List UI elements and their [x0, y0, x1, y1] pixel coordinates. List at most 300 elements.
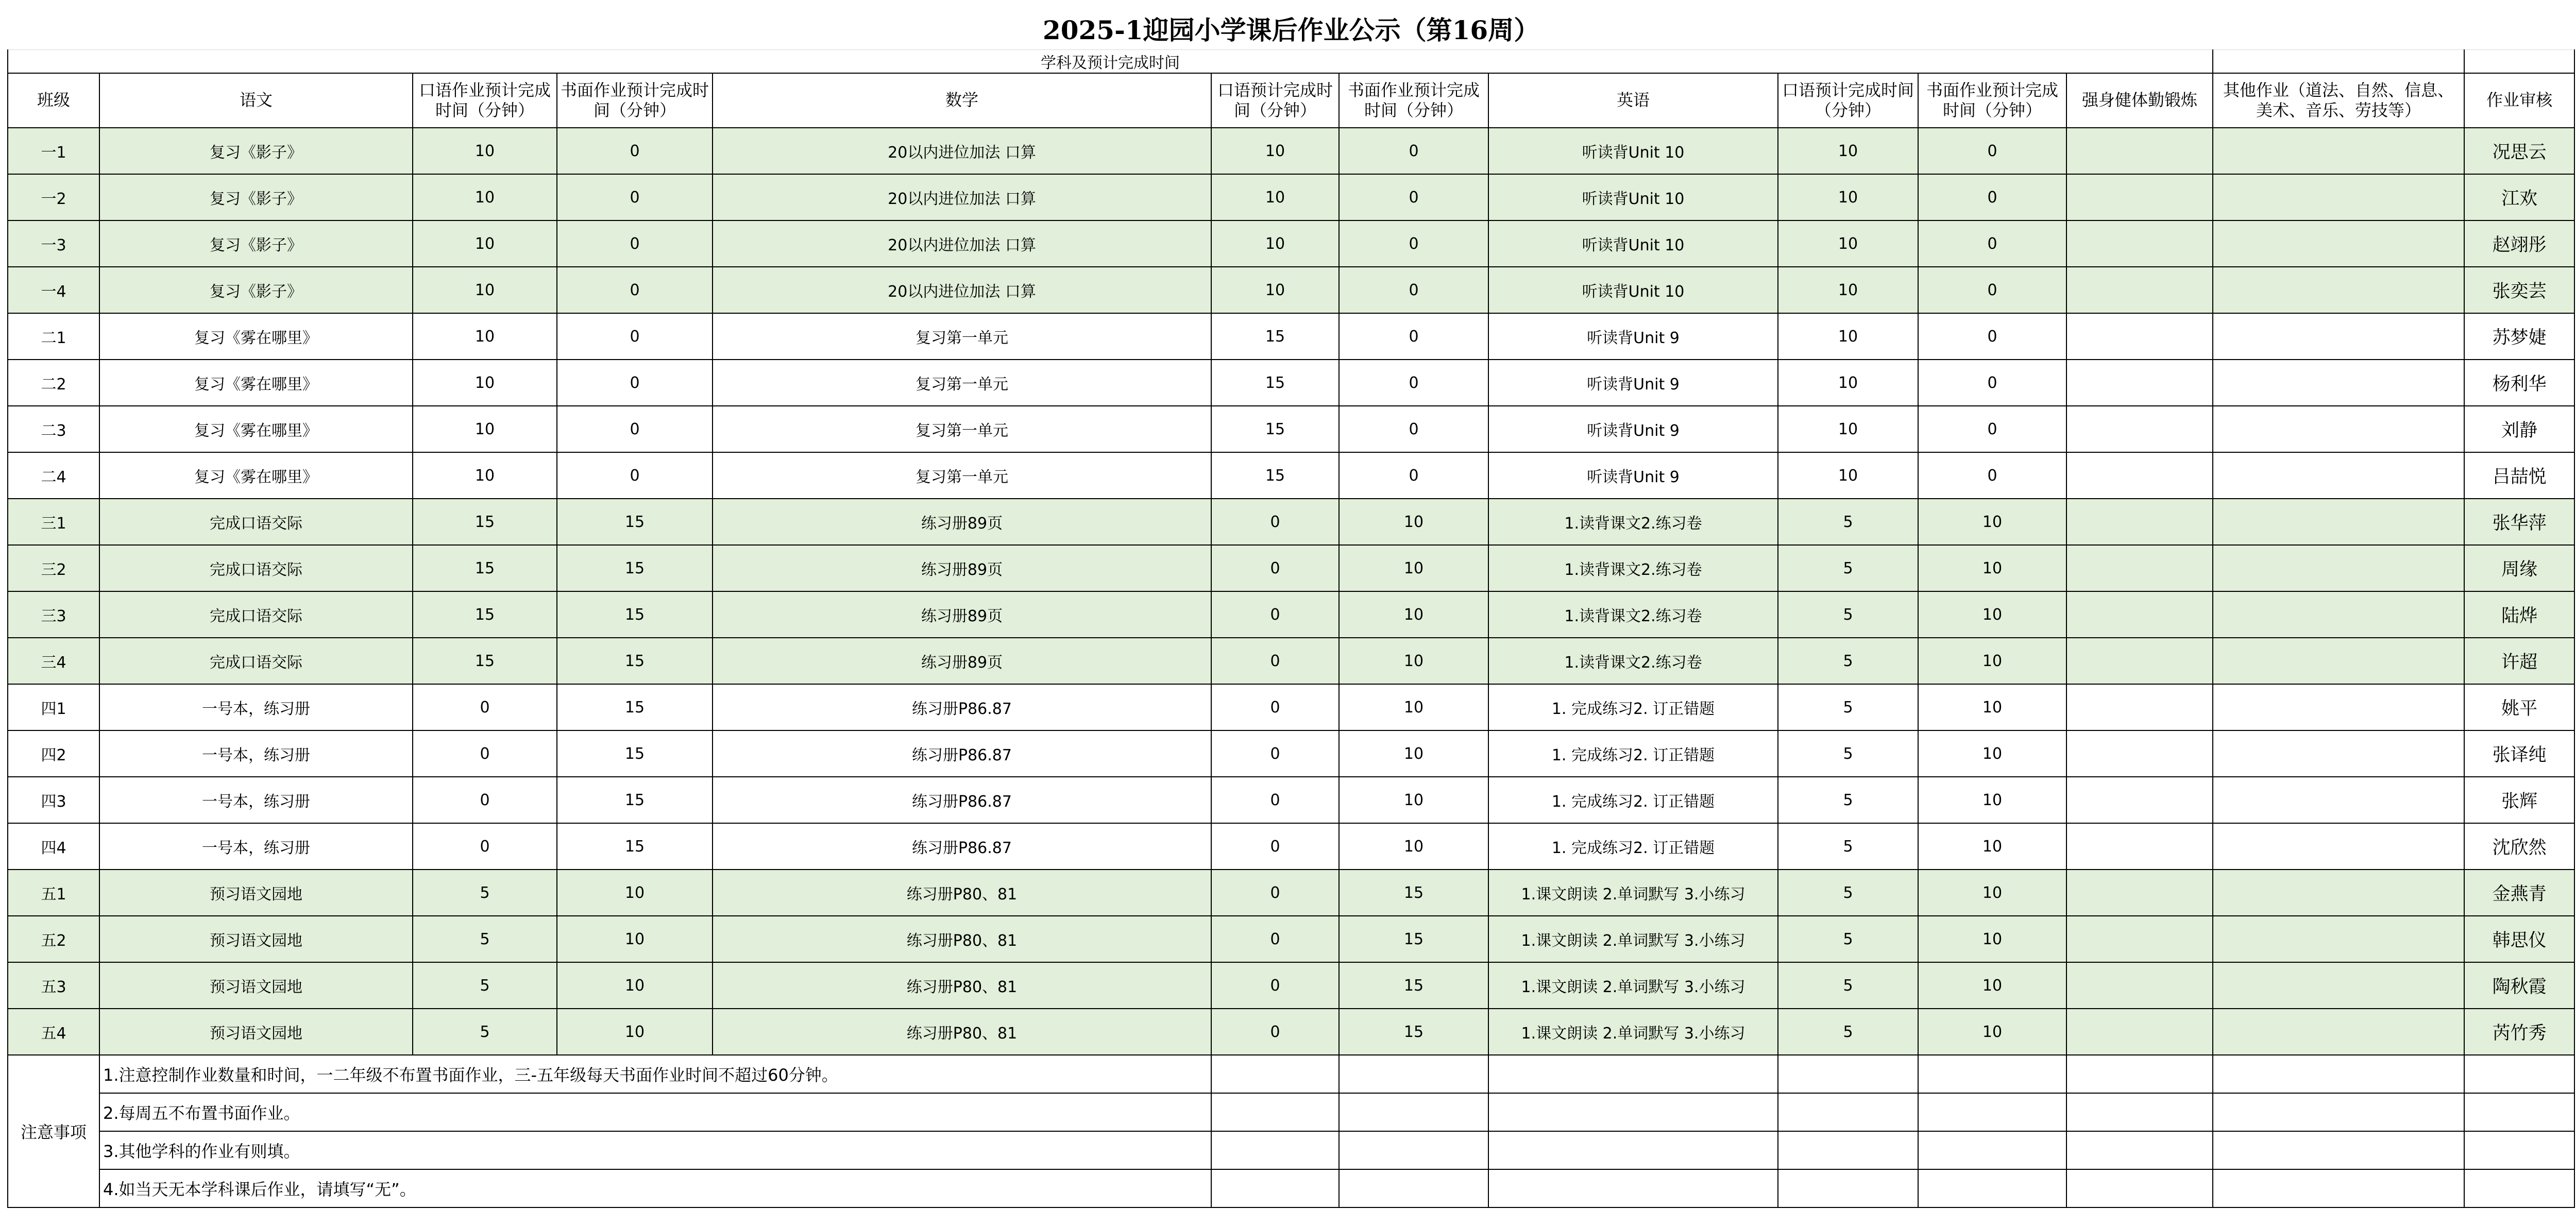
empty-cell	[1339, 1169, 1488, 1207]
cell-english-oral: 10	[1778, 267, 1918, 313]
empty-cell	[2464, 1093, 2574, 1131]
cell-english-oral: 10	[1778, 174, 1918, 220]
cell-reviewer: 吕喆悦	[2464, 452, 2574, 499]
cell-chinese-oral: 10	[413, 406, 557, 452]
cell-math: 复习第一单元	[713, 406, 1211, 452]
cell-math-oral: 0	[1211, 730, 1339, 777]
title-row	[8, 7, 2574, 50]
header-english-written-time: 书面作业预计完成时间（分钟）	[1918, 73, 2066, 128]
cell-exercise	[2066, 823, 2213, 870]
cell-math-written: 15	[1339, 962, 1488, 1009]
cell-english-oral: 10	[1778, 128, 1918, 174]
cell-math-written: 10	[1339, 777, 1488, 823]
cell-english-oral: 10	[1778, 220, 1918, 267]
cell-english-written: 0	[1918, 174, 2066, 220]
cell-reviewer: 况思云	[2464, 128, 2574, 174]
cell-chinese-oral: 10	[413, 267, 557, 313]
cell-class: 三1	[8, 499, 99, 545]
cell-math: 练习册89页	[713, 499, 1211, 545]
cell-chinese-oral: 5	[413, 962, 557, 1009]
cell-chinese: 预习语文园地	[99, 870, 413, 916]
table-row	[8, 406, 2574, 452]
empty-cell	[1339, 1131, 1488, 1169]
cell-other	[2213, 174, 2464, 220]
cell-chinese-written: 10	[557, 962, 713, 1009]
note-text: 1.注意控制作业数量和时间，一二年级不布置书面作业，三-五年级每天书面作业时间不超过60分钟。	[99, 1055, 1211, 1093]
homework-table	[7, 7, 2575, 1208]
empty-cell	[2464, 1055, 2574, 1093]
cell-chinese: 预习语文园地	[99, 1009, 413, 1055]
cell-other	[2213, 452, 2464, 499]
cell-math-oral: 15	[1211, 313, 1339, 360]
cell-exercise	[2066, 452, 2213, 499]
cell-reviewer: 芮竹秀	[2464, 1009, 2574, 1055]
cell-english-oral: 10	[1778, 360, 1918, 406]
empty-cell	[1778, 1131, 1918, 1169]
empty-cell	[2213, 50, 2464, 74]
cell-english: 1.读背课文2.练习卷	[1488, 545, 1778, 591]
cell-math-written: 0	[1339, 220, 1488, 267]
empty-cell	[2464, 50, 2574, 74]
cell-math-oral: 0	[1211, 823, 1339, 870]
cell-exercise	[2066, 267, 2213, 313]
cell-math-oral: 0	[1211, 916, 1339, 962]
cell-other	[2213, 267, 2464, 313]
cell-class: 五3	[8, 962, 99, 1009]
cell-math: 20以内进位加法 口算	[713, 128, 1211, 174]
cell-chinese: 复习《雾在哪里》	[99, 360, 413, 406]
cell-chinese-oral: 10	[413, 360, 557, 406]
cell-class: 二1	[8, 313, 99, 360]
cell-english-written: 10	[1918, 777, 2066, 823]
cell-english: 听读背Unit 9	[1488, 313, 1778, 360]
note-text: 2.每周五不布置书面作业。	[99, 1093, 1211, 1131]
cell-other	[2213, 638, 2464, 684]
cell-math-oral: 0	[1211, 684, 1339, 730]
cell-class: 三4	[8, 638, 99, 684]
cell-chinese-oral: 0	[413, 823, 557, 870]
cell-english-oral: 5	[1778, 777, 1918, 823]
cell-reviewer: 陆烨	[2464, 591, 2574, 638]
cell-chinese-written: 0	[557, 406, 713, 452]
empty-cell	[1488, 1169, 1778, 1207]
cell-english: 听读背Unit 9	[1488, 406, 1778, 452]
cell-chinese-written: 0	[557, 452, 713, 499]
cell-math: 20以内进位加法 口算	[713, 174, 1211, 220]
cell-math: 复习第一单元	[713, 313, 1211, 360]
header-english-oral-time: 口语预计完成时间（分钟）	[1778, 73, 1918, 128]
cell-english-written: 0	[1918, 128, 2066, 174]
cell-math-written: 0	[1339, 452, 1488, 499]
cell-chinese-oral: 0	[413, 777, 557, 823]
cell-exercise	[2066, 360, 2213, 406]
empty-cell	[1778, 1169, 1918, 1207]
cell-chinese-oral: 5	[413, 870, 557, 916]
note-row	[8, 1093, 2574, 1131]
header-class: 班级	[8, 73, 99, 128]
table-row	[8, 220, 2574, 267]
table-row	[8, 128, 2574, 174]
header-chinese-oral-time: 口语作业预计完成时间（分钟）	[413, 73, 557, 128]
table-row	[8, 684, 2574, 730]
cell-math: 20以内进位加法 口算	[713, 220, 1211, 267]
cell-exercise	[2066, 174, 2213, 220]
cell-math-written: 10	[1339, 730, 1488, 777]
cell-english-written: 10	[1918, 591, 2066, 638]
empty-cell	[1488, 1131, 1778, 1169]
table-row	[8, 545, 2574, 591]
cell-math-written: 10	[1339, 823, 1488, 870]
cell-english-written: 10	[1918, 684, 2066, 730]
cell-reviewer: 沈欣然	[2464, 823, 2574, 870]
cell-math: 复习第一单元	[713, 360, 1211, 406]
empty-cell	[1211, 1055, 1339, 1093]
cell-reviewer: 许超	[2464, 638, 2574, 684]
cell-english-written: 10	[1918, 823, 2066, 870]
cell-english-oral: 10	[1778, 313, 1918, 360]
note-text: 4.如当天无本学科课后作业，请填写“无”。	[99, 1169, 1211, 1207]
cell-english: 1.课文朗读 2.单词默写 3.小练习	[1488, 870, 1778, 916]
cell-math: 练习册89页	[713, 638, 1211, 684]
cell-chinese-written: 10	[557, 1009, 713, 1055]
cell-english: 听读背Unit 9	[1488, 360, 1778, 406]
empty-cell	[2213, 1055, 2464, 1093]
cell-reviewer: 韩思仪	[2464, 916, 2574, 962]
cell-exercise	[2066, 128, 2213, 174]
cell-math-written: 10	[1339, 545, 1488, 591]
cell-english-oral: 5	[1778, 638, 1918, 684]
cell-chinese: 一号本，练习册	[99, 777, 413, 823]
cell-math-oral: 0	[1211, 777, 1339, 823]
cell-math-oral: 0	[1211, 638, 1339, 684]
cell-math-oral: 0	[1211, 962, 1339, 1009]
empty-cell	[1918, 1055, 2066, 1093]
cell-chinese-oral: 5	[413, 916, 557, 962]
cell-english-oral: 5	[1778, 962, 1918, 1009]
cell-reviewer: 姚平	[2464, 684, 2574, 730]
cell-exercise	[2066, 962, 2213, 1009]
cell-chinese: 预习语文园地	[99, 962, 413, 1009]
cell-chinese: 复习《影子》	[99, 174, 413, 220]
cell-class: 三2	[8, 545, 99, 591]
table-row	[8, 267, 2574, 313]
cell-chinese-written: 15	[557, 591, 713, 638]
cell-other	[2213, 916, 2464, 962]
cell-english: 听读背Unit 10	[1488, 220, 1778, 267]
cell-math-written: 10	[1339, 499, 1488, 545]
cell-math: 练习册89页	[713, 591, 1211, 638]
cell-math-oral: 15	[1211, 360, 1339, 406]
note-row	[8, 1169, 2574, 1207]
cell-math-written: 10	[1339, 684, 1488, 730]
cell-math-oral: 10	[1211, 220, 1339, 267]
cell-chinese-written: 15	[557, 730, 713, 777]
header-english: 英语	[1488, 73, 1778, 128]
cell-math: 练习册P80、81	[713, 916, 1211, 962]
cell-chinese-written: 10	[557, 870, 713, 916]
cell-chinese-written: 15	[557, 638, 713, 684]
cell-chinese: 复习《影子》	[99, 220, 413, 267]
cell-english-written: 10	[1918, 1009, 2066, 1055]
cell-english-written: 0	[1918, 406, 2066, 452]
cell-chinese-oral: 15	[413, 499, 557, 545]
cell-chinese-oral: 15	[413, 545, 557, 591]
cell-english: 1.读背课文2.练习卷	[1488, 499, 1778, 545]
cell-english: 1.课文朗读 2.单词默写 3.小练习	[1488, 916, 1778, 962]
empty-cell	[1211, 1131, 1339, 1169]
cell-math-written: 15	[1339, 916, 1488, 962]
notes-label: 注意事项	[8, 1055, 99, 1207]
cell-other	[2213, 870, 2464, 916]
cell-reviewer: 张奕芸	[2464, 267, 2574, 313]
cell-english-written: 0	[1918, 267, 2066, 313]
cell-english-oral: 5	[1778, 730, 1918, 777]
cell-math-written: 15	[1339, 870, 1488, 916]
cell-english-written: 10	[1918, 499, 2066, 545]
table-row	[8, 1009, 2574, 1055]
cell-chinese: 复习《影子》	[99, 128, 413, 174]
empty-cell	[1778, 1093, 1918, 1131]
cell-chinese-oral: 0	[413, 684, 557, 730]
cell-class: 二3	[8, 406, 99, 452]
cell-english: 1. 完成练习2. 订正错题	[1488, 777, 1778, 823]
cell-math-oral: 0	[1211, 1009, 1339, 1055]
table-row	[8, 360, 2574, 406]
cell-class: 四1	[8, 684, 99, 730]
cell-other	[2213, 823, 2464, 870]
cell-math-written: 0	[1339, 174, 1488, 220]
cell-chinese-written: 15	[557, 823, 713, 870]
cell-english: 1.读背课文2.练习卷	[1488, 591, 1778, 638]
empty-cell	[1339, 1055, 1488, 1093]
cell-class: 一4	[8, 267, 99, 313]
cell-chinese: 完成口语交际	[99, 545, 413, 591]
cell-reviewer: 张译纯	[2464, 730, 2574, 777]
cell-english-oral: 10	[1778, 406, 1918, 452]
cell-class: 一1	[8, 128, 99, 174]
cell-english-oral: 5	[1778, 870, 1918, 916]
cell-english: 1. 完成练习2. 订正错题	[1488, 823, 1778, 870]
cell-chinese-oral: 5	[413, 1009, 557, 1055]
empty-cell	[2464, 1169, 2574, 1207]
table-row	[8, 777, 2574, 823]
cell-class: 四4	[8, 823, 99, 870]
cell-other	[2213, 128, 2464, 174]
cell-exercise	[2066, 406, 2213, 452]
cell-other	[2213, 684, 2464, 730]
header-math: 数学	[713, 73, 1211, 128]
cell-exercise	[2066, 684, 2213, 730]
cell-other	[2213, 591, 2464, 638]
cell-chinese: 一号本，练习册	[99, 684, 413, 730]
cell-english-oral: 10	[1778, 452, 1918, 499]
header-math-oral-time: 口语预计完成时间（分钟）	[1211, 73, 1339, 128]
cell-chinese: 复习《雾在哪里》	[99, 313, 413, 360]
cell-math-oral: 0	[1211, 591, 1339, 638]
cell-chinese: 一号本，练习册	[99, 823, 413, 870]
table-row	[8, 174, 2574, 220]
empty-cell	[1918, 1131, 2066, 1169]
cell-english-written: 10	[1918, 916, 2066, 962]
cell-chinese-oral: 10	[413, 174, 557, 220]
cell-class: 二4	[8, 452, 99, 499]
cell-english: 听读背Unit 9	[1488, 452, 1778, 499]
empty-cell	[2066, 1055, 2213, 1093]
cell-math-oral: 0	[1211, 499, 1339, 545]
cell-reviewer: 张辉	[2464, 777, 2574, 823]
empty-cell	[1339, 1093, 1488, 1131]
cell-chinese-oral: 10	[413, 313, 557, 360]
cell-math-written: 0	[1339, 313, 1488, 360]
table-row	[8, 638, 2574, 684]
cell-chinese-oral: 10	[413, 128, 557, 174]
empty-cell	[1918, 1093, 2066, 1131]
cell-chinese-written: 15	[557, 684, 713, 730]
cell-math-written: 0	[1339, 406, 1488, 452]
cell-exercise	[2066, 545, 2213, 591]
cell-class: 四3	[8, 777, 99, 823]
cell-chinese-oral: 15	[413, 591, 557, 638]
cell-math: 练习册P86.87	[713, 730, 1211, 777]
cell-english-written: 0	[1918, 360, 2066, 406]
cell-other	[2213, 962, 2464, 1009]
cell-math-oral: 15	[1211, 406, 1339, 452]
note-row	[8, 1131, 2574, 1169]
empty-cell	[1918, 1169, 2066, 1207]
cell-english-written: 10	[1918, 962, 2066, 1009]
cell-reviewer: 陶秋霞	[2464, 962, 2574, 1009]
empty-cell	[2066, 1093, 2213, 1131]
cell-math: 20以内进位加法 口算	[713, 267, 1211, 313]
cell-english-oral: 5	[1778, 684, 1918, 730]
cell-english-written: 0	[1918, 452, 2066, 499]
cell-chinese-oral: 10	[413, 452, 557, 499]
cell-chinese: 预习语文园地	[99, 916, 413, 962]
cell-math-oral: 15	[1211, 452, 1339, 499]
cell-exercise	[2066, 730, 2213, 777]
cell-english: 1. 完成练习2. 订正错题	[1488, 684, 1778, 730]
header-exercise: 强身健体勤锻炼	[2066, 73, 2213, 128]
cell-math-oral: 10	[1211, 267, 1339, 313]
header-chinese-written-time: 书面作业预计完成时间（分钟）	[557, 73, 713, 128]
cell-class: 一3	[8, 220, 99, 267]
cell-math: 练习册P80、81	[713, 1009, 1211, 1055]
cell-exercise	[2066, 777, 2213, 823]
cell-english: 1. 完成练习2. 订正错题	[1488, 730, 1778, 777]
cell-chinese-written: 0	[557, 360, 713, 406]
cell-english-written: 10	[1918, 545, 2066, 591]
cell-english-oral: 5	[1778, 499, 1918, 545]
empty-cell	[2066, 1169, 2213, 1207]
cell-math-oral: 10	[1211, 174, 1339, 220]
cell-english-oral: 5	[1778, 823, 1918, 870]
header-math-written-time: 书面作业预计完成时间（分钟）	[1339, 73, 1488, 128]
cell-reviewer: 周缘	[2464, 545, 2574, 591]
table-row	[8, 870, 2574, 916]
cell-english-written: 10	[1918, 730, 2066, 777]
cell-exercise	[2066, 870, 2213, 916]
subheader-row	[8, 50, 2574, 74]
cell-math-oral: 0	[1211, 545, 1339, 591]
cell-english-oral: 5	[1778, 591, 1918, 638]
cell-math: 练习册P80、81	[713, 962, 1211, 1009]
cell-reviewer: 张华萍	[2464, 499, 2574, 545]
cell-english-oral: 5	[1778, 916, 1918, 962]
empty-cell	[2213, 1131, 2464, 1169]
cell-chinese-written: 0	[557, 220, 713, 267]
empty-cell	[1488, 1093, 1778, 1131]
table-row	[8, 452, 2574, 499]
cell-chinese: 复习《影子》	[99, 267, 413, 313]
cell-chinese-written: 0	[557, 267, 713, 313]
sheet-title: 2025-1迎园小学课后作业公示（第16周）	[8, 7, 2574, 50]
cell-math-written: 0	[1339, 360, 1488, 406]
cell-reviewer: 刘静	[2464, 406, 2574, 452]
table-row	[8, 313, 2574, 360]
cell-chinese-written: 10	[557, 916, 713, 962]
cell-exercise	[2066, 220, 2213, 267]
empty-cell	[1211, 1169, 1339, 1207]
cell-chinese: 复习《雾在哪里》	[99, 406, 413, 452]
cell-math-written: 0	[1339, 128, 1488, 174]
cell-chinese-oral: 10	[413, 220, 557, 267]
cell-other	[2213, 777, 2464, 823]
cell-reviewer: 赵翊彤	[2464, 220, 2574, 267]
cell-other	[2213, 313, 2464, 360]
cell-reviewer: 金燕青	[2464, 870, 2574, 916]
cell-math: 练习册89页	[713, 545, 1211, 591]
cell-english-oral: 5	[1778, 1009, 1918, 1055]
cell-exercise	[2066, 499, 2213, 545]
cell-english: 听读背Unit 10	[1488, 174, 1778, 220]
subject-time-caption: 学科及预计完成时间	[8, 50, 2213, 74]
cell-math-oral: 10	[1211, 128, 1339, 174]
cell-math: 练习册P86.87	[713, 684, 1211, 730]
cell-math-written: 10	[1339, 591, 1488, 638]
cell-english-written: 10	[1918, 638, 2066, 684]
cell-other	[2213, 730, 2464, 777]
cell-math: 练习册P86.87	[713, 777, 1211, 823]
cell-exercise	[2066, 313, 2213, 360]
header-reviewer: 作业审核	[2464, 73, 2574, 128]
cell-other	[2213, 360, 2464, 406]
cell-chinese-oral: 15	[413, 638, 557, 684]
table-row	[8, 962, 2574, 1009]
cell-reviewer: 江欢	[2464, 174, 2574, 220]
cell-class: 三3	[8, 591, 99, 638]
note-row	[8, 1055, 2574, 1093]
table-row	[8, 591, 2574, 638]
cell-chinese: 复习《雾在哪里》	[99, 452, 413, 499]
cell-class: 四2	[8, 730, 99, 777]
cell-math-oral: 0	[1211, 870, 1339, 916]
cell-math: 练习册P86.87	[713, 823, 1211, 870]
cell-reviewer: 苏梦婕	[2464, 313, 2574, 360]
empty-cell	[1778, 1055, 1918, 1093]
cell-english: 1.读背课文2.练习卷	[1488, 638, 1778, 684]
header-row	[8, 73, 2574, 128]
empty-cell	[2066, 1131, 2213, 1169]
cell-class: 五4	[8, 1009, 99, 1055]
empty-cell	[2213, 1169, 2464, 1207]
cell-chinese: 完成口语交际	[99, 591, 413, 638]
table-row	[8, 823, 2574, 870]
cell-english-oral: 5	[1778, 545, 1918, 591]
cell-english-written: 10	[1918, 870, 2066, 916]
cell-chinese-written: 0	[557, 128, 713, 174]
cell-english-written: 0	[1918, 220, 2066, 267]
cell-other	[2213, 1009, 2464, 1055]
